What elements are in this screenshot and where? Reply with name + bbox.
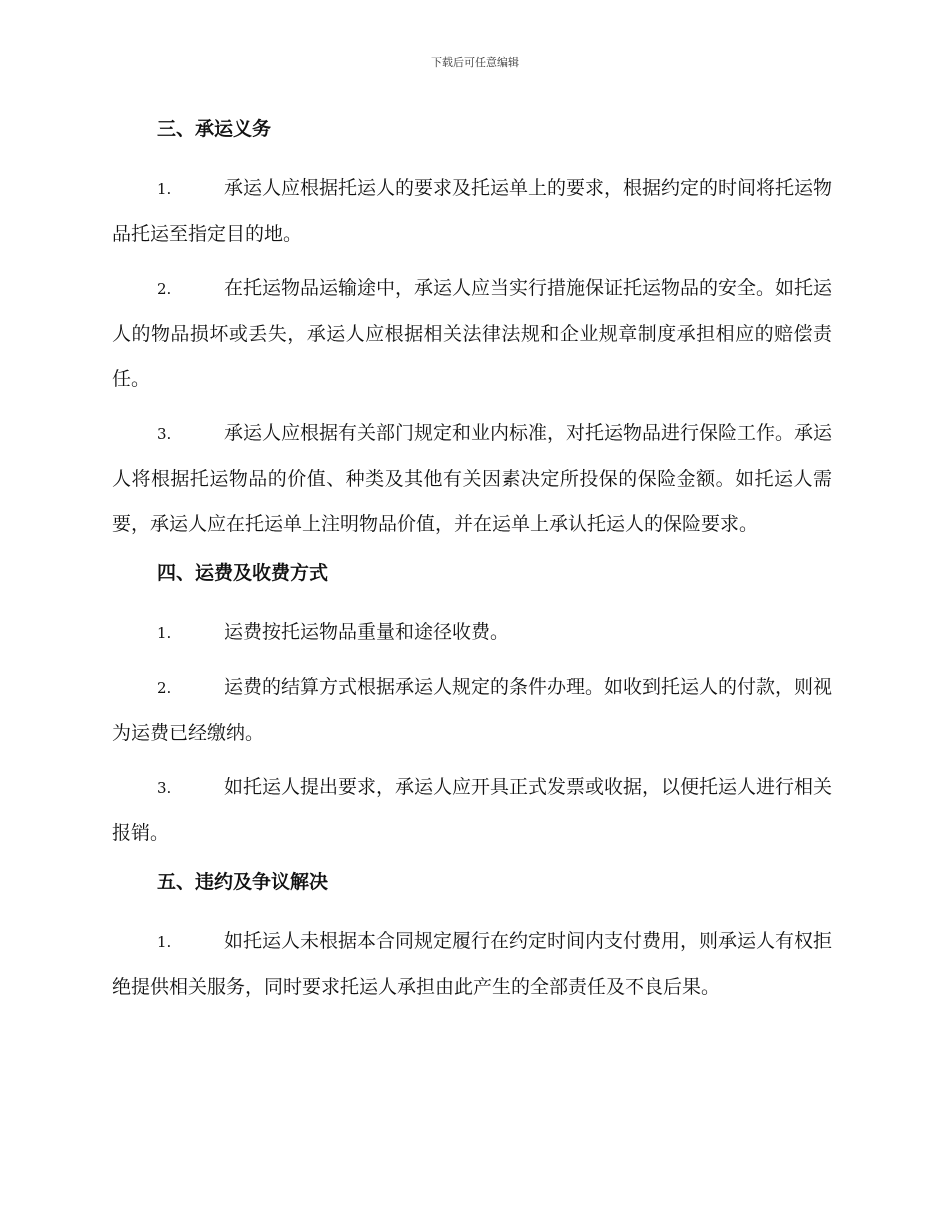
item-number: 3. — [157, 779, 172, 797]
section-heading-fees: 四、运费及收费方式 — [157, 562, 329, 584]
list-item — [112, 411, 832, 547]
item-number: 2. — [157, 679, 172, 697]
list-item — [112, 765, 832, 856]
list-item — [112, 665, 832, 756]
item-text: 在托运物品运输途中，承运人应当实行措施保证托运物品的安全。如托运人的物品损坏或丢失，承运人应根据相关法律法规和企业规章制度承担相应的赔偿责任。 — [112, 277, 833, 390]
item-text: 运费按托运物品重量和途径收费。 — [224, 621, 510, 643]
section-heading-obligations: 三、承运义务 — [157, 118, 272, 140]
item-number: 1. — [157, 624, 172, 642]
item-text: 运费的结算方式根据承运人规定的条件办理。如收到托运人的付款，则视为运费已经缴纳。 — [112, 676, 833, 744]
list-item — [112, 919, 832, 1010]
list-item — [112, 166, 832, 257]
item-number: 1. — [157, 180, 172, 198]
section-heading-breach: 五、违约及争议解决 — [157, 871, 329, 893]
item-number: 2. — [157, 280, 172, 298]
list-item — [112, 610, 832, 656]
item-text: 如托运人提出要求，承运人应开具正式发票或收据，以便托运人进行相关报销。 — [112, 776, 833, 844]
header-note: 下载后可任意编辑 — [431, 56, 519, 69]
document-body — [112, 112, 832, 1019]
item-text: 承运人应根据有关部门规定和业内标准，对托运物品进行保险工作。承运人将根据托运物品的价值、种类及其他有关因素决定所投保的保险金额。如托运人需要，承运人应在托运单上注明物品价值，并在运单上承认托运人的保险要求。 — [112, 422, 833, 535]
item-number: 3. — [157, 425, 172, 443]
item-text: 承运人应根据托运人的要求及托运单上的要求，根据约定的时间将托运物品托运至指定目的地。 — [112, 177, 833, 245]
list-item — [112, 266, 832, 402]
item-text: 如托运人未根据本合同规定履行在约定时间内支付费用，则承运人有权拒绝提供相关服务，同时要求托运人承担由此产生的全部责任及不良后果。 — [112, 930, 833, 998]
item-number: 1. — [157, 933, 172, 951]
